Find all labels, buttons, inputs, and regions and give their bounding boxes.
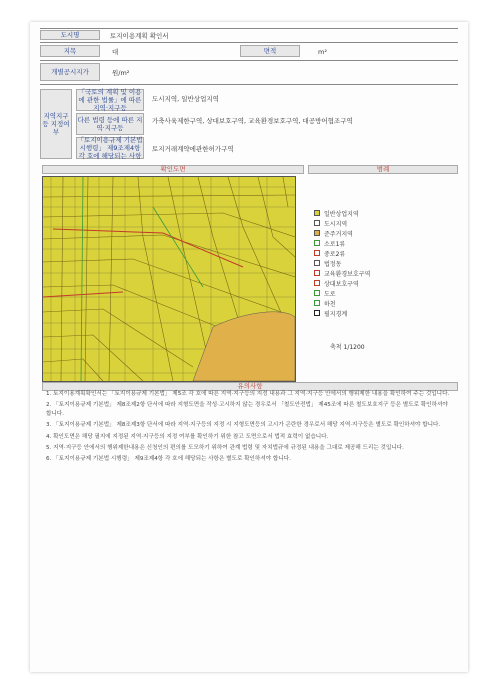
land-category-value: 대 bbox=[112, 48, 119, 56]
land-price-label: 개별공시지가 bbox=[40, 63, 100, 81]
field-row-1 bbox=[40, 42, 458, 58]
zoning-value-1: 도시지역, 일반상업지역 bbox=[152, 95, 219, 103]
note-paragraph: 5. 지역·지구등 안에서의 행위제한내용은 신청인의 편의를 도모하기 위하여 관계 법령 및 자치법규에 규정된 내용을 그대로 제공해 드리는 것입니다. bbox=[46, 445, 404, 452]
legend-swatch bbox=[314, 290, 320, 296]
legend-swatch bbox=[314, 260, 320, 266]
legend-swatch bbox=[314, 240, 320, 246]
field-row-2 bbox=[40, 60, 458, 82]
legend-label: 필지경계 bbox=[324, 310, 348, 318]
notes-section-header: 유의사항 bbox=[42, 382, 458, 391]
zoning-map bbox=[42, 176, 296, 382]
zoning-value-2: 가축사육제한구역, 상대보호구역, 교육환경보호구역, 대공방어협조구역 bbox=[152, 117, 353, 125]
legend-item bbox=[314, 268, 370, 278]
zoning-sub-2: 다른 법령 등에 따른 지역·지구등 bbox=[76, 113, 144, 135]
legend-swatch bbox=[314, 310, 320, 316]
legend-label: 교육환경보호구역 bbox=[324, 270, 371, 278]
legend-item bbox=[314, 208, 370, 218]
note-paragraph: 3. 「토지이용규제 기본법」 제8조제3항 단서에 따라 지역·지구등의 지정 시 지형도면등의 고시가 곤란한 경우로서 해당 지역·지구등은 별도로 확인하셔야 합니다. bbox=[46, 422, 441, 429]
legend-swatch bbox=[314, 210, 320, 216]
note-paragraph: 1. 토지이용계획확인서는 「토지이용규제 기본법」 제5조 각 호에 따른 지역·지구등의 지정 내용과 그 지역·지구등 안에서의 행위제한 내용을 확인하여 주는 것입니다. bbox=[46, 391, 450, 397]
zoning-label: 지역지구 등 지정여부 bbox=[40, 89, 72, 159]
legend-item bbox=[314, 228, 370, 238]
legend-label: 일반상업지역 bbox=[324, 210, 359, 218]
legend-item bbox=[314, 298, 370, 308]
title-label: 도시명 bbox=[40, 30, 100, 40]
zoning-value-3: 토지거래계약에관한허가구역 bbox=[152, 145, 234, 153]
legend-swatch bbox=[314, 270, 320, 276]
legend-item bbox=[314, 248, 370, 258]
legend-label: 중로2류 bbox=[324, 250, 346, 258]
notes-body bbox=[46, 390, 452, 467]
legend-swatch bbox=[314, 230, 320, 236]
legend-item bbox=[314, 258, 370, 268]
legend-label: 도로 bbox=[324, 290, 336, 298]
legend-swatch bbox=[314, 280, 320, 286]
legend-swatch bbox=[314, 300, 320, 306]
area-label: 면적 bbox=[240, 45, 300, 57]
note-paragraph: 6. 「토지이용규제 기본법 시행령」 제9조제4항 각 호에 해당되는 사항은 별도로 확인하셔야 합니다. bbox=[46, 456, 291, 463]
legend-label: 소로1류 bbox=[324, 240, 346, 248]
legend-swatch bbox=[314, 220, 320, 226]
land-category-label: 지목 bbox=[40, 45, 100, 57]
legend-label: 상대보호구역 bbox=[324, 280, 359, 288]
legend-item bbox=[314, 218, 370, 228]
header-row bbox=[40, 28, 458, 40]
legend-label: 준주거지역 bbox=[324, 230, 353, 238]
legend-item bbox=[314, 308, 370, 318]
map-drawing bbox=[43, 177, 295, 381]
zoning-sub-3: 「토지이용규제 기본법 시행령」 제9조제4항 각 호에 해당되는 사항 bbox=[77, 136, 143, 160]
legend-label: 도시지역 bbox=[324, 220, 348, 228]
map-legend bbox=[314, 208, 370, 318]
legend-label: 하천 bbox=[324, 300, 336, 308]
zoning-sub-1: 「국토의 계획 및 이용에 관한 법률」에 따른 지역·지구등 bbox=[76, 89, 144, 111]
title-value: 토지이용계획 확인서 bbox=[110, 32, 169, 40]
map-scale: 축척 1/1200 bbox=[330, 344, 365, 351]
note-paragraph: 2. 「토지이용규제 기본법」 제8조제2항 단서에 따라 지형도면을 작성·고시하지 않는 경우로서 「철도안전법」 제45조에 따른 철도보호지구 등은 별도로 확인하셔야 합니다. bbox=[46, 402, 448, 417]
note-paragraph: 4. 확인도면은 해당 필지에 지정된 지역·지구등의 지정 여부를 확인하기 위한 참고 도면으로서 법적 효력이 없습니다. bbox=[46, 433, 329, 440]
legend-label: 법정동 bbox=[324, 260, 342, 268]
legend-item bbox=[314, 288, 370, 298]
legend-item bbox=[314, 238, 370, 248]
area-value: m² bbox=[318, 48, 327, 56]
map-section-header: 확인도면 bbox=[42, 165, 304, 174]
legend-item bbox=[314, 278, 370, 288]
legend-section-header: 범례 bbox=[308, 165, 458, 174]
land-price-value: 원/m² bbox=[112, 69, 130, 77]
legend-swatch bbox=[314, 250, 320, 256]
document-page bbox=[30, 22, 468, 672]
zoning-block bbox=[40, 84, 458, 162]
